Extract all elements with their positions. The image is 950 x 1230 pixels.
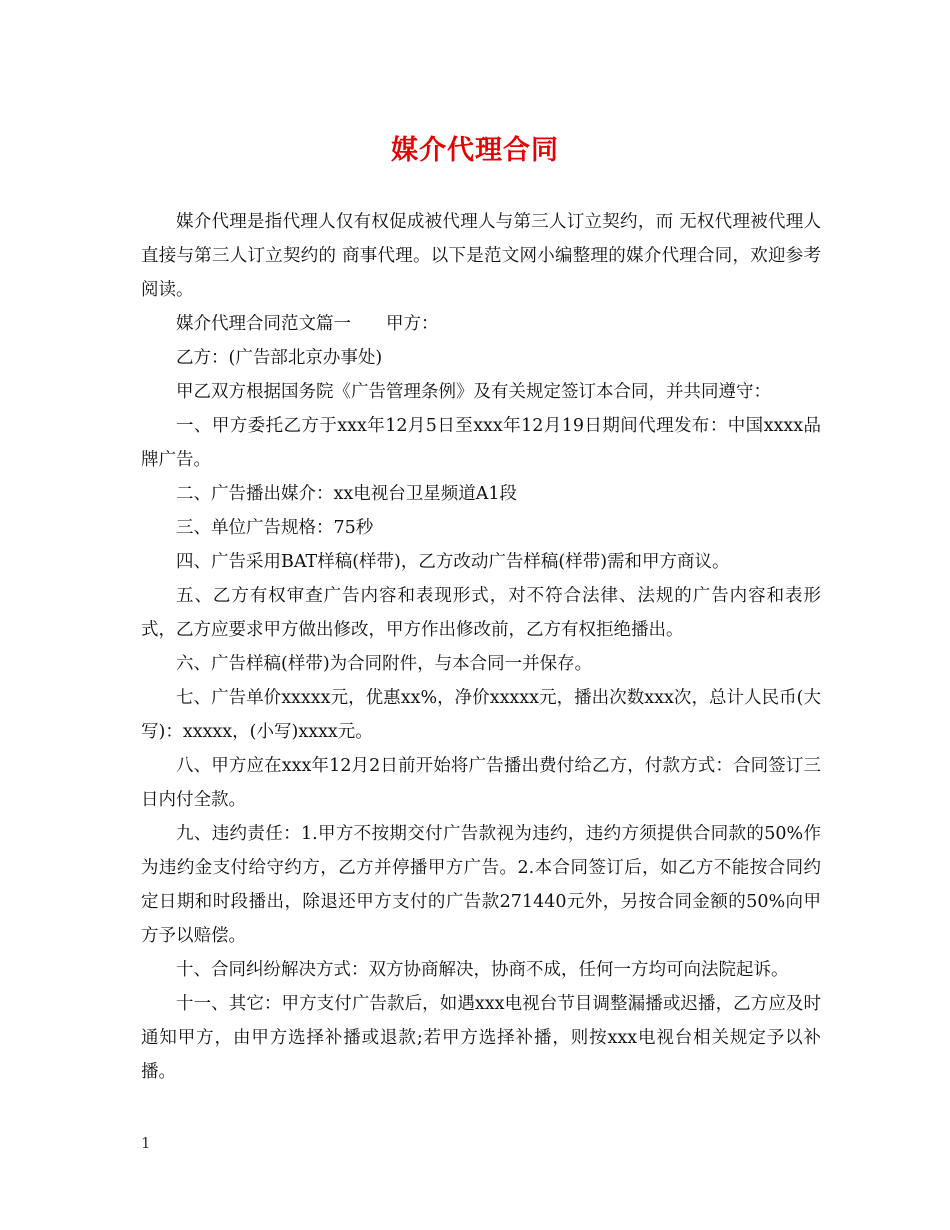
clause-3: 三、单位广告规格：75秒 (176, 518, 374, 538)
paragraph-party-a: 媒介代理合同范文篇一 甲方： (176, 314, 439, 334)
clause-4: 四、广告采用BAT样稿(样带)，乙方改动广告样稿(样带)需和甲方商议。 (176, 552, 730, 572)
clause-8: 八、甲方应在xxx年12月2日前开始将广告播出费付给乙方，付款方式：合同签订三日内付全款。 (141, 756, 821, 810)
document-title: 媒介代理合同 (391, 135, 559, 166)
clause-10: 十、合同纠纷解决方式：双方协商解决，协商不成，任何一方均可向法院起诉。 (176, 960, 789, 980)
clause-1: 一、甲方委托乙方于xxx年12月5日至xxx年12月19日期间代理发布：中国xxxx品牌广告。 (141, 416, 821, 470)
clause-9: 九、违约责任：1.甲方不按期交付广告款视为违约，违约方须提供合同款的50%作为违约金支付给守约方，乙方并停播甲方广告。2.本合同签订后，如乙方不能按合同约定日期和时段播出，除退还甲方支付的广告款271440元外，另按合同金额的50%向甲方予以赔偿。 (141, 824, 821, 946)
clause-6: 六、广告样稿(样带)为合同附件，与本合同一并保存。 (176, 654, 593, 674)
clause-11: 十一、其它：甲方支付广告款后，如遇xxx电视台节目调整漏播或迟播，乙方应及时通知甲方，由甲方选择补播或退款;若甲方选择补播，则按xxx电视台相关规定予以补播。 (141, 994, 821, 1082)
paragraph-preamble: 甲乙双方根据国务院《广告管理条例》及有关规定签订本合同，并共同遵守： (176, 382, 771, 402)
clause-7: 七、广告单价xxxxx元，优惠xx%，净价xxxxx元，播出次数xxx次，总计人民币(大写)：xxxxx，(小写)xxxx元。 (141, 688, 821, 742)
clause-2: 二、广告播出媒介：xx电视台卫星频道A1段 (176, 484, 518, 504)
clause-5: 五、乙方有权审查广告内容和表现形式，对不符合法律、法规的广告内容和表形式，乙方应要求甲方做出修改，甲方作出修改前，乙方有权拒绝播出。 (141, 586, 821, 640)
document-body (141, 205, 821, 1089)
paragraph-party-b: 乙方：(广告部北京办事处) (176, 348, 383, 368)
page-number: 1 (141, 1134, 151, 1152)
paragraph-intro: 媒介代理是指代理人仅有权促成被代理人与第三人订立契约，而 无权代理被代理人直接与第三人订立契约的 商事代理。以下是范文网小编整理的媒介代理合同，欢迎参考阅读。 (141, 212, 821, 300)
